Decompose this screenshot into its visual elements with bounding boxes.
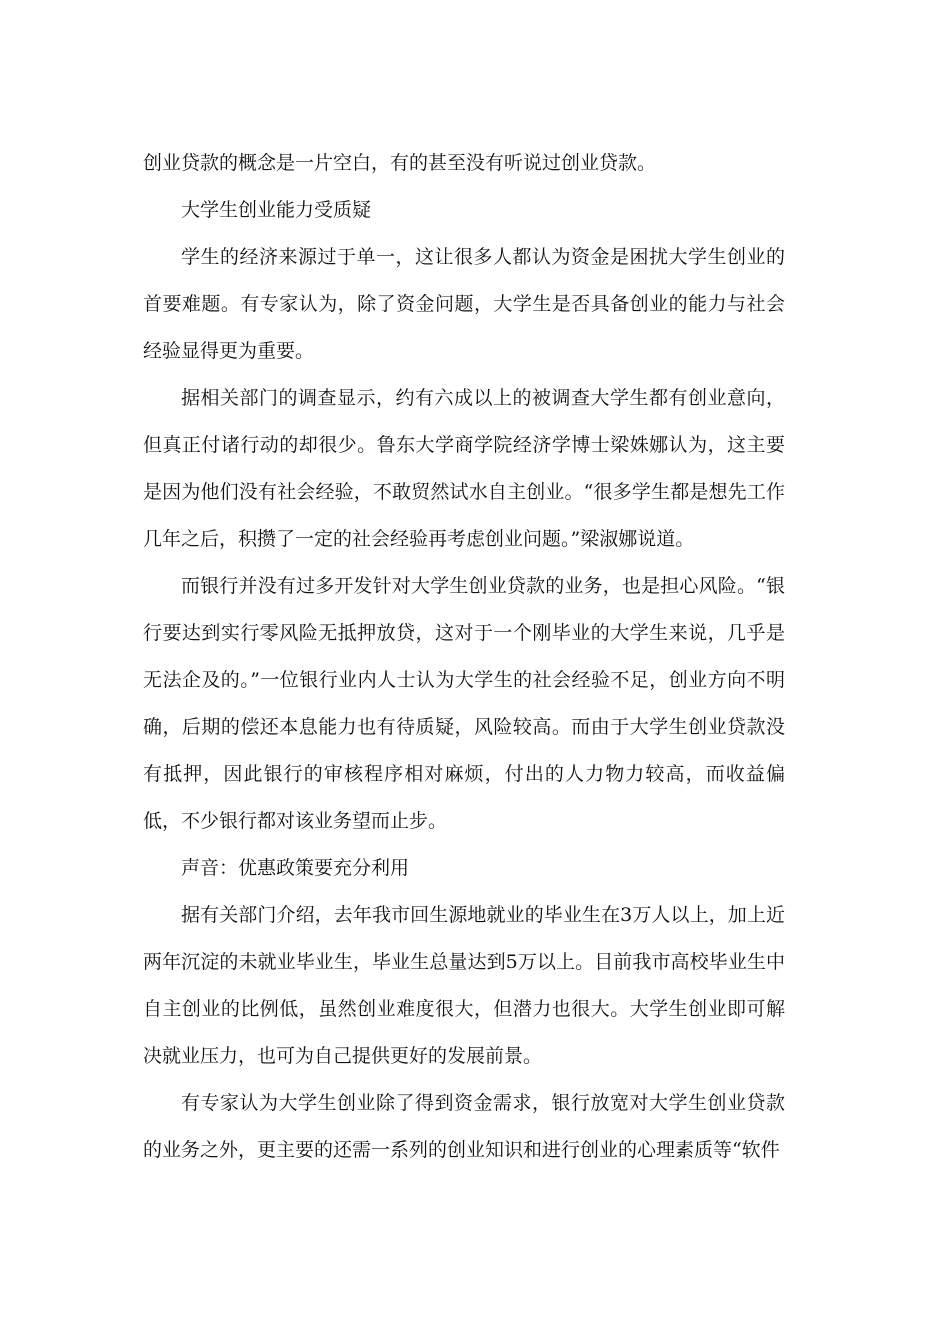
- section-heading-entrepreneurship-ability: 大学生创业能力受质疑: [181, 199, 372, 221]
- paragraph-continuation: 创业贷款的概念是一片空白，有的甚至没有听说过创业贷款。: [143, 152, 657, 174]
- paragraph-expert-opinion: 有专家认为大学生创业除了得到资金需求，银行放宽对大学生创业贷款的业务之外，更主要的还需一系列的创业知识和进行创业的心理素质等“软件: [143, 1092, 785, 1161]
- paragraph-bank-risk: 而银行并没有过多开发针对大学生创业贷款的业务，也是担心风险。“银行要达到实行零风险无抵押放贷，这对于一个刚毕业的大学生来说，几乎是无法企及的。”一位银行业内人士认为大学生的社会经验不足，创业方向不明确，后期的偿还本息能力也有待质疑，风险较高。而由于大学生创业贷款没有抵押，因此银行的审核程序相对麻烦，付出的人力物力较高，而收益偏低，不少银行都对该业务望而止步。: [143, 575, 785, 832]
- paragraph-funding-source: 学生的经济来源过于单一，这让很多人都认为资金是困扰大学生创业的首要难题。有专家认为，除了资金问题，大学生是否具备创业的能力与社会经验显得更为重要。: [143, 246, 785, 362]
- document-page: [143, 140, 785, 1174]
- paragraph-graduates-stats: 据有关部门介绍，去年我市回生源地就业的毕业生在3万人以上，加上近两年沉淀的未就业毕业生，毕业生总量达到5万以上。目前我市高校毕业生中自主创业的比例低，虽然创业难度很大，但潜力也很大。大学生创业即可解决就业压力，也可为自己提供更好的发展前景。: [143, 904, 785, 1067]
- paragraph-survey: 据相关部门的调查显示，约有六成以上的被调查大学生都有创业意向，但真正付诸行动的却很少。鲁东大学商学院经济学博士梁姝娜认为，这主要是因为他们没有社会经验，不敢贸然试水自主创业。“很多学生都是想先工作几年之后，积攒了一定的社会经验再考虑创业问题。”梁淑娜说道。: [143, 387, 785, 550]
- section-heading-policy: 声音：优惠政策要充分利用: [181, 857, 410, 879]
